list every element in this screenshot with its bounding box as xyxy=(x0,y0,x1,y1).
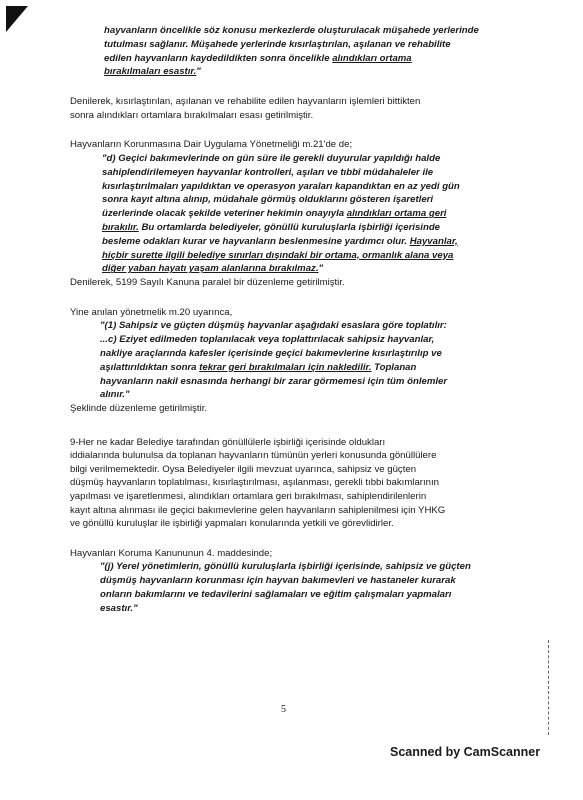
document-page xyxy=(70,24,560,616)
scan-edge-line xyxy=(548,640,550,735)
paragraph-outro: Şeklinde düzenleme getirilmiştir. xyxy=(70,403,208,415)
paragraph-4: 9-Her ne kadar Belediye tarafından gönüllülerle işbirliği içerisinde oldukları iddialarında bulunulsa da toplanan hayvanların tümünün yerleri konusunda gönüllülere bilgi verilmemektedir. Oysa Belediyeler ilgili mevzuat uyarınca, sahipsiz ve güçten düşmüş hayvanların toplatılması, kısırlaştırılması, aşılanması, gerekli tıbbi bakımlarının yapılması ve işaretlenmesi, alındıkları ortamlara geri bırakılması, sahiplendirilenlerin kayıt altına alınması ile geçici bakımevlerine gelen hayvanların sahiplenilmesi için YHKG ve gönüllü kuruluşlar ile işbirliği yapmaları konularında yetkili ve görevlidirler. xyxy=(70,436,446,530)
quote-continuation xyxy=(104,24,560,79)
page-number: 5 xyxy=(281,704,286,715)
law-quote: "(j) Yerel yönetimlerin, gönüllü kuruluşlarla işbirliği içerisinde, sahipsiz ve güçten düşmüş hayvanların korunması için hayvan bakımevleri ve hastaneler kurarak onların bakımlarını ve tedavilerini sağlamaları ve eğitim çalışmaları yapmaları esastır." xyxy=(100,561,471,614)
corner-mark xyxy=(6,6,28,32)
paragraph-5 xyxy=(70,547,560,616)
paragraph-2 xyxy=(70,138,560,289)
scanner-watermark: Scanned by CamScanner xyxy=(390,745,541,759)
paragraph-intro: Yine anılan yönetmelik m.20 uyarınca, xyxy=(70,306,233,318)
quote-line: bırakılmaları esastır." xyxy=(104,66,201,78)
regulation-quote: "d) Geçici bakımevlerinde on gün süre ile gerekli duyurular yapıldığı halde sahiplendirilemeyen hayvanlar kontrolleri, aşıları ve tıbbî müdahaleler ile kısırlaştırılmaları yapıldıktan ve operasyon yaraları kapandıktan en az yedi gün sonra kayıt altına alınıp, müdahale görmüş olduklarını gösteren işaretleri üzerlerinde olacak şekilde veteriner hekimin onayıyla alındıkları ortama geri bırakılır. Bu ortamlarda belediyeler, gönüllü kuruluşlarla işbirliği içerisinde besleme odakları kurar ve hayvanların beslenmesine yardımcı olur. Hayvanlar, hiçbir surette ilgili belediye sınırları dışındaki bir ortama, ormanlık alana veya diğer yaban hayatı yaşam alanlarına bırakılmaz." xyxy=(102,152,460,275)
paragraph-3 xyxy=(70,306,560,416)
quote-line: hayvanların öncelikle söz konusu merkezlerde oluşturulacak müşahede yerlerinde xyxy=(104,25,479,36)
paragraph-intro: Hayvanların Korunmasına Dair Uygulama Yönetmeliği m.21'de de; xyxy=(70,139,353,151)
quote-line: tutulması sağlanır. Müşahede yerlerinde kısırlaştırılan, aşılanan ve rehabilite xyxy=(104,38,451,50)
paragraph-intro: Hayvanları Koruma Kanununun 4. maddesinde; xyxy=(70,547,273,559)
paragraph-outro: Denilerek, 5199 Sayılı Kanuna paralel bir düzenleme getirilmiştir. xyxy=(70,277,345,289)
quote-line: edilen hayvanların kaydedildikten sonra öncelikle alındıkları ortama xyxy=(104,52,412,64)
paragraph-1: Denilerek, kısırlaştırılan, aşılanan ve rehabilite edilen hayvanların işlemleri bittikten sonra alındıkları ortamlara bırakılmaları esası getirilmiştir. xyxy=(70,96,421,121)
regulation-quote: "(1) Sahipsiz ve güçten düşmüş hayvanlar aşağıdaki esaslara göre toplatılır: ...c) Eziyet edilmeden toplanılacak veya toplattırılacak sahipsiz hayvanlar, nakliye araçlarında kafesler içerisinde geçici bakımevlerine kısırlaştırılıp ve aşılattırıldıktan sonra tekrar geri bırakılmaları için nakledilir. Toplanan hayvanların nakil esnasında herhangi bir zarar görmemesi için tüm önlemler alınır." xyxy=(100,320,448,401)
